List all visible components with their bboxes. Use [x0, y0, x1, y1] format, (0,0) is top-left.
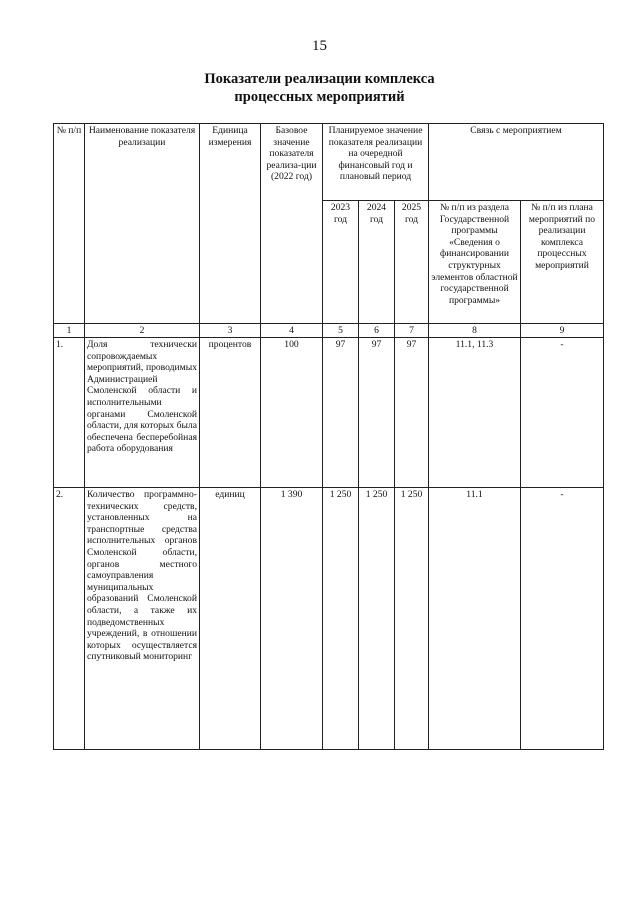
- page-number: 15: [312, 38, 327, 54]
- table-row: [54, 338, 604, 488]
- value-2025: 97: [395, 338, 429, 488]
- gp-link: 11.1, 11.3: [429, 338, 521, 488]
- header-planned-value: Планируемое значение показателя реализации на очередной финансовый год и плановый период: [323, 124, 429, 201]
- table-header-row: [54, 124, 604, 201]
- title-line-1: Показатели реализации комплекса: [204, 71, 435, 87]
- column-number-row: [54, 324, 604, 338]
- header-unit: Единица измерения: [200, 124, 261, 324]
- indicator-unit: единиц: [200, 488, 261, 750]
- header-year-2023: 2023 год: [323, 201, 359, 324]
- title-line-2: процессных мероприятий: [234, 89, 405, 105]
- header-year-2025: 2025 год: [395, 201, 429, 324]
- document-title: [0, 70, 639, 106]
- header-year-2024: 2024 год: [359, 201, 395, 324]
- column-number: 6: [359, 324, 395, 338]
- header-link-plan: № п/п из плана мероприятий по реализации комплекса процессных мероприятий: [521, 201, 604, 324]
- header-link-gp: № п/п из раздела Государственной программы «Сведения о финансировании структурных элементов областной государственной программы»: [429, 201, 521, 324]
- value-2025: 1 250: [395, 488, 429, 750]
- header-link: Связь с мероприятием: [429, 124, 604, 201]
- plan-link: -: [521, 488, 604, 750]
- value-2024: 1 250: [359, 488, 395, 750]
- column-number: 9: [521, 324, 604, 338]
- indicator-name: Доля технически сопровождаемых мероприятий, проводимых Администрацией Смоленской области и исполнительными органами Смоленской области, для которых была обеспечена бесперебойная работа оборудования: [85, 338, 200, 488]
- value-2023: 97: [323, 338, 359, 488]
- header-base-value: Базовое значение показателя реализа-ции (2022 год): [261, 124, 323, 324]
- table-row: [54, 488, 604, 750]
- header-name: Наименование показателя реализации: [85, 124, 200, 324]
- indicators-table: [53, 123, 604, 750]
- value-2024: 97: [359, 338, 395, 488]
- base-value: 100: [261, 338, 323, 488]
- column-number: 4: [261, 324, 323, 338]
- column-number: 1: [54, 324, 85, 338]
- indicator-name: Количество программно-технических средств, установленных на транспортные средства исполнительных органов Смоленской области, органов местного самоуправления муниципальных образований Смоленской области, а также их подведомственных учреждений, в отношении которых осуществляется спутниковый мониторинг: [85, 488, 200, 750]
- row-number: 2.: [54, 488, 85, 750]
- base-value: 1 390: [261, 488, 323, 750]
- indicator-unit: процентов: [200, 338, 261, 488]
- column-number: 3: [200, 324, 261, 338]
- gp-link: 11.1: [429, 488, 521, 750]
- plan-link: -: [521, 338, 604, 488]
- column-number: 7: [395, 324, 429, 338]
- column-number: 8: [429, 324, 521, 338]
- header-number: № п/п: [54, 124, 85, 324]
- column-number: 2: [85, 324, 200, 338]
- value-2023: 1 250: [323, 488, 359, 750]
- row-number: 1.: [54, 338, 85, 488]
- column-number: 5: [323, 324, 359, 338]
